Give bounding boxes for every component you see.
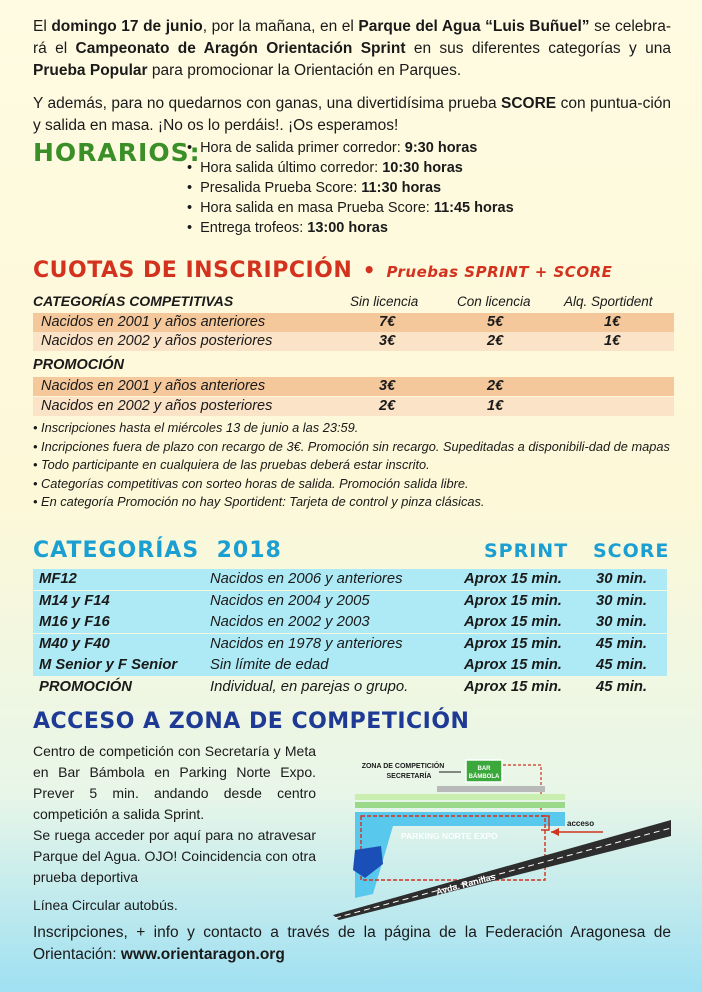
fee-row — [33, 377, 674, 396]
schedule-label: Hora de salida primer corredor: — [200, 140, 405, 156]
acceso-paragraph-3: Línea Circular autobús. — [33, 897, 178, 913]
cuotas-notes — [33, 419, 673, 512]
category-sprint: Aprox 15 min. — [464, 635, 562, 652]
category-row — [33, 634, 667, 655]
cuotas-subtitle: Pruebas SPRINT + SCORE — [386, 263, 613, 281]
category-desc: Nacidos en 2004 y 2005 — [210, 592, 370, 609]
footer-link[interactable]: www.orientaragon.org — [120, 946, 285, 963]
schedule-time: 10:30 horas — [382, 160, 463, 176]
avenue-label: Avda. Ranillas — [434, 871, 497, 897]
zone-label-1: ZONA DE COMPETICIÓN — [361, 763, 445, 770]
col-sin-licencia: Sin licencia — [350, 294, 419, 309]
category-desc: Sin límite de edad — [210, 657, 329, 673]
fee-label: Nacidos en 2002 y años posteriores — [41, 398, 273, 414]
category-score: 30 min. — [596, 571, 647, 587]
category-score: 30 min. — [596, 614, 647, 630]
fee-alq: 1€ — [604, 314, 621, 330]
category-cat: M16 y F16 — [39, 614, 110, 630]
category-score: 45 min. — [596, 657, 647, 673]
grey-strip — [437, 786, 545, 792]
fee-row — [33, 397, 674, 416]
category-row — [33, 612, 667, 633]
access-map — [333, 740, 671, 920]
category-cat: MF12 — [39, 571, 77, 587]
note: • Incripciones fuera de plazo con recargo de 3€. Promoción sin recargo. Supeditadas a disponibili-dad de mapas — [33, 438, 670, 454]
schedule-label: Hora salida último corredor: — [200, 160, 383, 176]
green-strip-1 — [355, 794, 565, 800]
footer-text — [33, 922, 671, 966]
competitive-header: CATEGORÍAS COMPETITIVAS — [33, 293, 234, 309]
text-run: en sus diferentes categorías y una — [405, 40, 671, 57]
category-cat: PROMOCIÓN — [39, 678, 132, 695]
note: • En categoría Promoción no hay Sportident: Tarjeta de control y pinza clásicas. — [33, 494, 485, 509]
schedule-label: Presalida Prueba Score: — [200, 180, 362, 196]
category-cat: M Senior y F Senior — [39, 657, 178, 673]
bar-label-2: BÁMBOLA — [468, 774, 500, 780]
zone-label-2: SECRETARÍA — [386, 773, 432, 780]
note: • Categorías competitivas con sorteo horas de salida. Promoción salida libre. — [33, 475, 469, 491]
schedule-item — [187, 178, 514, 198]
category-desc: Nacidos en 1978 y anteriores — [210, 635, 403, 652]
fee-con: 1€ — [487, 398, 504, 414]
category-score: 45 min. — [596, 635, 647, 652]
schedule-time: 13:00 horas — [307, 220, 388, 236]
category-sprint: Aprox 15 min. — [464, 614, 562, 630]
cuotas-title: CUOTAS DE INSCRIPCIÓN — [33, 258, 353, 283]
promo-header: PROMOCIÓN — [33, 357, 125, 373]
acceso-paragraph-2: Se ruega acceder por aquí para no atravesar Parque del Agua. OJO! Coincidencia con otra prueba deportiva — [33, 827, 316, 885]
fee-con: 2€ — [487, 333, 504, 349]
text-run: con puntua-ción y salida en masa. ¡No os lo perdáis!. ¡Os esperamos! — [33, 95, 672, 134]
fee-sin: 2€ — [379, 398, 396, 414]
col-score: SCORE — [593, 540, 670, 562]
category-cat: M14 y F14 — [39, 592, 110, 609]
acceso-label: acceso — [567, 819, 595, 828]
schedule-time: 11:45 horas — [433, 200, 514, 216]
category-desc: Individual, en parejas o grupo. — [210, 678, 409, 695]
green-strip-2 — [355, 802, 565, 808]
note: • Todo participante en cualquiera de las pruebas deberá estar inscrito. — [33, 457, 430, 472]
category-sprint: Aprox 15 min. — [464, 657, 562, 673]
schedule-label: Entrega trofeos: — [200, 220, 308, 236]
category-row — [33, 591, 667, 612]
schedule-item — [187, 198, 514, 218]
bold-run: Campeonato de Aragón Orientación Sprint — [75, 40, 406, 57]
bold-run: Parque del Agua “Luis Buñuel” — [358, 18, 590, 35]
schedule-time: 9:30 horas — [404, 140, 478, 156]
category-row — [33, 677, 667, 698]
text-run: Y además, para no quedarnos con ganas, una divertidísima prueba — [33, 95, 502, 112]
fee-label: Nacidos en 2001 y años anteriores — [41, 314, 266, 330]
category-row — [33, 655, 667, 676]
category-score: 45 min. — [596, 678, 647, 695]
category-cat: M40 y F40 — [39, 635, 110, 652]
text-run: para promocionar la Orientación en Parques. — [147, 62, 462, 79]
category-desc: Nacidos en 2006 y anteriores — [210, 571, 403, 587]
category-sprint: Aprox 15 min. — [464, 678, 562, 695]
col-con-licencia: Con licencia — [457, 294, 531, 309]
schedule-label: Hora salida en masa Prueba Score: — [200, 200, 434, 216]
acceso-title: ACCESO A ZONA DE COMPETICIÓN — [33, 709, 470, 734]
arrow-head-icon — [551, 828, 559, 836]
category-sprint: Aprox 15 min. — [464, 592, 562, 609]
horarios-title: HORARIOS: — [33, 138, 201, 167]
schedule-item — [187, 138, 514, 158]
cuotas-heading — [33, 258, 612, 283]
schedule-item — [187, 158, 514, 178]
fee-label: Nacidos en 2001 y años anteriores — [41, 378, 266, 394]
col-alq-sportident: Alq. Sportident — [564, 294, 653, 309]
fee-sin: 3€ — [379, 333, 396, 349]
note: • Inscripciones hasta el miércoles 13 de junio a las 23:59. — [33, 420, 359, 435]
col-sprint: SPRINT — [484, 540, 569, 562]
intro-paragraph-1 — [33, 16, 671, 82]
fee-label: Nacidos en 2002 y años posteriores — [41, 333, 273, 349]
categorias-title: CATEGORÍAS 2018 — [33, 538, 282, 563]
category-row — [33, 569, 667, 590]
fee-row — [33, 332, 674, 351]
fee-alq: 1€ — [604, 333, 621, 349]
bold-run: domingo 17 de junio — [51, 18, 203, 35]
intro-paragraph-2 — [33, 93, 671, 137]
fee-con: 2€ — [487, 378, 504, 394]
bold-run: Prueba Popular — [33, 62, 148, 79]
fee-sin: 3€ — [379, 378, 396, 394]
schedule-time: 11:30 horas — [361, 180, 442, 196]
cuotas-bullet: • — [362, 258, 377, 282]
fee-row — [33, 313, 674, 332]
category-sprint: Aprox 15 min. — [464, 571, 562, 587]
text-run: se celebra-rá el — [33, 18, 671, 57]
horarios-list — [187, 138, 514, 238]
fee-sin: 7€ — [379, 314, 396, 330]
footer-body: Inscripciones, + info y contacto a través de la página de la Federación Aragonesa de Orientación: — [33, 924, 671, 963]
bar-label-1: BAR — [477, 766, 491, 772]
acceso-paragraph-1: Centro de competición con Secretaría y Meta en Bar Bámbola en Parking Norte Expo. Prever 5 min. andando desde centro competición a salida Sprint. — [33, 743, 316, 822]
category-score: 30 min. — [596, 592, 647, 609]
fee-con: 5€ — [487, 314, 504, 330]
text-run: El — [33, 18, 52, 35]
schedule-item — [187, 218, 514, 238]
text-run: , por la mañana, en el — [202, 18, 359, 35]
category-desc: Nacidos en 2002 y 2003 — [210, 614, 370, 630]
bold-run: SCORE — [501, 95, 557, 112]
parking-label: PARKING NORTE EXPO — [401, 831, 498, 841]
